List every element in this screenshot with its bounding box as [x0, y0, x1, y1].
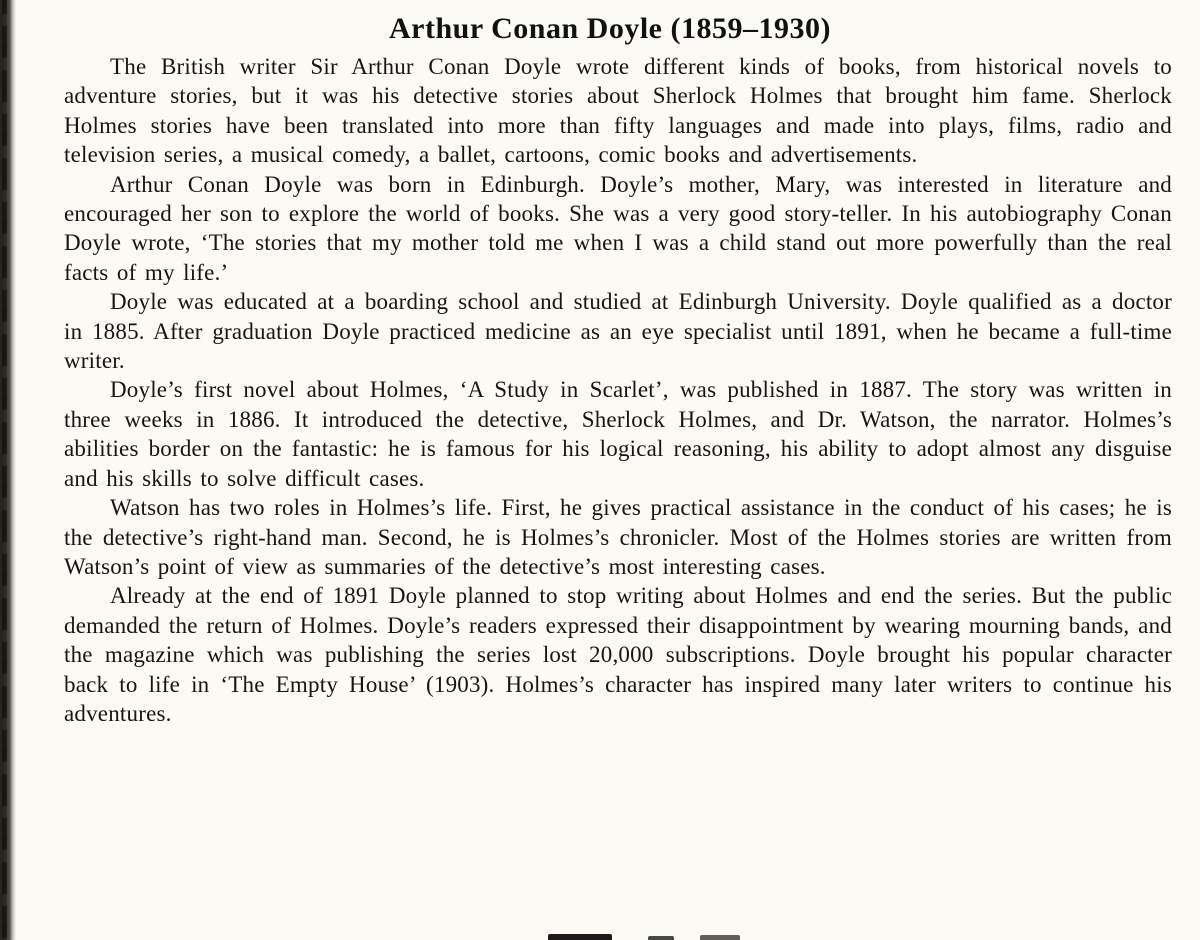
article-body — [64, 52, 1172, 728]
paragraph-6: Already at the end of 1891 Doyle planned to stop writing about Holmes and end the series. But the public demanded the return of Holmes. Doyle’s readers expressed their disappointment by wearing mourning bands, and the magazine which was publishing the series lost 20,000 subscriptions. Doyle brought his popular character back to life in ‘The Empty House’ (1903). Holmes’s character has inspired many later writers to continue his adventures. — [64, 583, 1172, 726]
paragraph-3: Doyle was educated at a boarding school and studied at Edinburgh University. Doyle qualified as a doctor in 1885. After graduation Doyle practiced medicine as an eye specialist until 1891, when he became a full-time writer. — [64, 289, 1172, 374]
paragraph-1: The British writer Sir Arthur Conan Doyle wrote different kinds of books, from historical novels to adventure stories, but it was his detective stories about Sherlock Holmes that brought him fame. Sherlock Holmes stories have been translated into more than fifty languages and made into plays, films, radio and television series, a musical comedy, a ballet, cartoons, comic books and advertisements. — [64, 54, 1172, 168]
page-title: Arthur Conan Doyle (1859–1930) — [389, 12, 831, 45]
paragraph-4: Doyle’s first novel about Holmes, ‘A Study in Scarlet’, was published in 1887. The story was written in three weeks in 1886. It introduced the detective, Sherlock Holmes, and Dr. Watson, the narrator. Holmes’s abilities border on the fantastic: he is famous for his logical reasoning, his ability to adopt almost any disguise and his skills to solve difficult cases. — [64, 377, 1172, 491]
cut-off-next-line — [0, 930, 1200, 940]
ink-fragment — [700, 935, 740, 940]
paragraph-2: Arthur Conan Doyle was born in Edinburgh. Doyle’s mother, Mary, was interested in literature and encouraged her son to explore the world of books. She was a very good story-teller. In his autobiography Conan Doyle wrote, ‘The stories that my mother told me when I was a child stand out more powerfully than the real facts of my life.’ — [64, 171, 1172, 285]
paragraph-5: Watson has two roles in Holmes’s life. First, he gives practical assistance in the conduct of his cases; he is the detective’s right-hand man. Second, he is Holmes’s chronicler. Most of the Holmes stories are written from Watson’s point of view as summaries of the detective’s most interesting cases. — [64, 495, 1172, 579]
scan-binding-edge — [0, 0, 16, 940]
ink-fragment — [548, 934, 612, 940]
ink-fragment — [648, 936, 674, 940]
